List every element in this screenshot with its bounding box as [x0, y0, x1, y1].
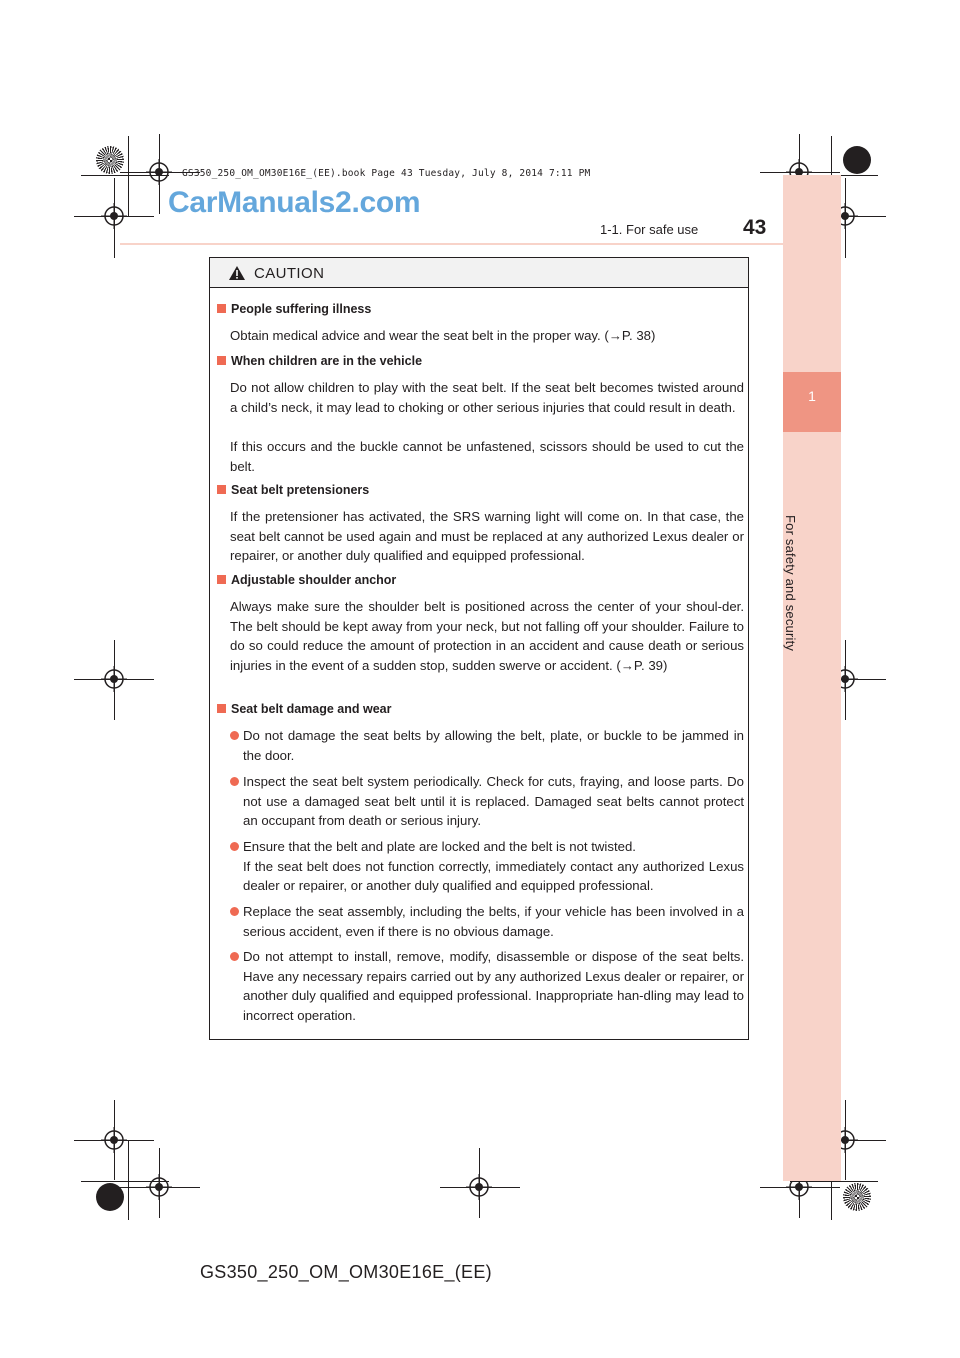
- registration-mark-icon: [146, 1174, 172, 1200]
- list-item: Do not damage the seat belts by allowing the belt, plate, or buckle to be jammed in the door.: [230, 726, 744, 765]
- list-item: Replace the seat assembly, including the belts, if your vehicle has been involved in a serious accident, even if there is no obvious damage.: [230, 902, 744, 941]
- list-item: Ensure that the belt and plate are locked and the belt is not twisted. If the seat belt does not function correctly, immediately contact any authorized Lexus dealer or repairer, or another duly qualified and equipped professional.: [230, 837, 744, 896]
- round-bullet-icon: [230, 907, 239, 916]
- square-bullet-icon: [217, 704, 226, 713]
- caution-header: [210, 258, 748, 288]
- header-rule: [120, 243, 783, 245]
- round-bullet-icon: [230, 842, 239, 851]
- registration-mark-icon: [146, 159, 172, 185]
- registration-mark-icon: [466, 1174, 492, 1200]
- registration-mark-icon: [101, 666, 127, 692]
- model-code: GS350_250_OM_OM30E16E_(EE): [200, 1262, 492, 1282]
- color-target-icon: [96, 1183, 124, 1211]
- registration-mark-icon: [101, 203, 127, 229]
- round-bullet-icon: [230, 952, 239, 961]
- square-bullet-icon: [217, 485, 226, 494]
- list-item: Do not attempt to install, remove, modify, disassemble or dispose of the seat belts. Have any necessary repairs carried out by any authorized Lexus dealer or repairer, or another duly qualified and equipped professional. Inappropriate han-dling may lead to incorrect operation.: [230, 947, 744, 1025]
- list-item: Inspect the seat belt system periodically. Check for cuts, fraying, and loose parts. Do not use a damaged seat belt until it is replaced. Damaged seat belts cannot protect an occupant from death or serious injury.: [230, 772, 744, 831]
- section-paragraph: Obtain medical advice and wear the seat belt in the proper way. (→P. 38): [230, 328, 656, 343]
- caution-title: CAUTION: [254, 265, 325, 282]
- section-paragraph: Always make sure the shoulder belt is positioned across the center of your shoul-der. The belt should be kept away from your neck, but not falling off your shoulder. Failure to do so could reduce the amount of protection in an accident and cause death or serious injuries in the event of a sudden stop, sudden swerve or accident. (→P. 39): [230, 599, 744, 673]
- square-bullet-icon: [217, 575, 226, 584]
- section-heading: People suffering illness: [217, 302, 371, 316]
- chapter-number: 1: [808, 388, 816, 404]
- round-bullet-icon: [230, 777, 239, 786]
- warning-triangle-icon: [228, 265, 246, 281]
- side-tab-strip: [783, 175, 841, 1181]
- section-paragraph: If the pretensioner has activated, the SRS warning light will come on. In that case, the seat belt cannot be used again and must be replaced at any authorized Lexus dealer or repairer, or another duly qualified and equipped professional.: [230, 509, 744, 563]
- section-heading: Adjustable shoulder anchor: [217, 573, 396, 587]
- watermark-logo: CarManuals2.com: [168, 186, 421, 219]
- color-target-icon: [96, 146, 124, 174]
- caution-box: [209, 257, 749, 1040]
- section-paragraph: Do not allow children to play with the seat belt. If the seat belt becomes twisted around a child’s neck, it may lead to choking or other serious injuries that could result in death.: [230, 380, 744, 415]
- book-info: GS350_250_OM_OM30E16E_(EE).book Page 43 Tuesday, July 8, 2014 7:11 PM: [182, 168, 591, 179]
- section-title: 1-1. For safe use: [600, 222, 699, 237]
- page-number: 43: [743, 216, 767, 239]
- round-bullet-icon: [230, 731, 239, 740]
- square-bullet-icon: [217, 356, 226, 365]
- section-paragraph: If this occurs and the buckle cannot be unfastened, scissors should be used to cut the belt.: [230, 439, 744, 474]
- square-bullet-icon: [217, 304, 226, 313]
- registration-mark-icon: [101, 1127, 127, 1153]
- section-heading: Seat belt pretensioners: [217, 483, 369, 497]
- section-heading: Seat belt damage and wear: [217, 702, 391, 716]
- color-target-icon: [843, 1183, 871, 1211]
- color-target-icon: [843, 146, 871, 174]
- section-heading: When children are in the vehicle: [217, 354, 422, 368]
